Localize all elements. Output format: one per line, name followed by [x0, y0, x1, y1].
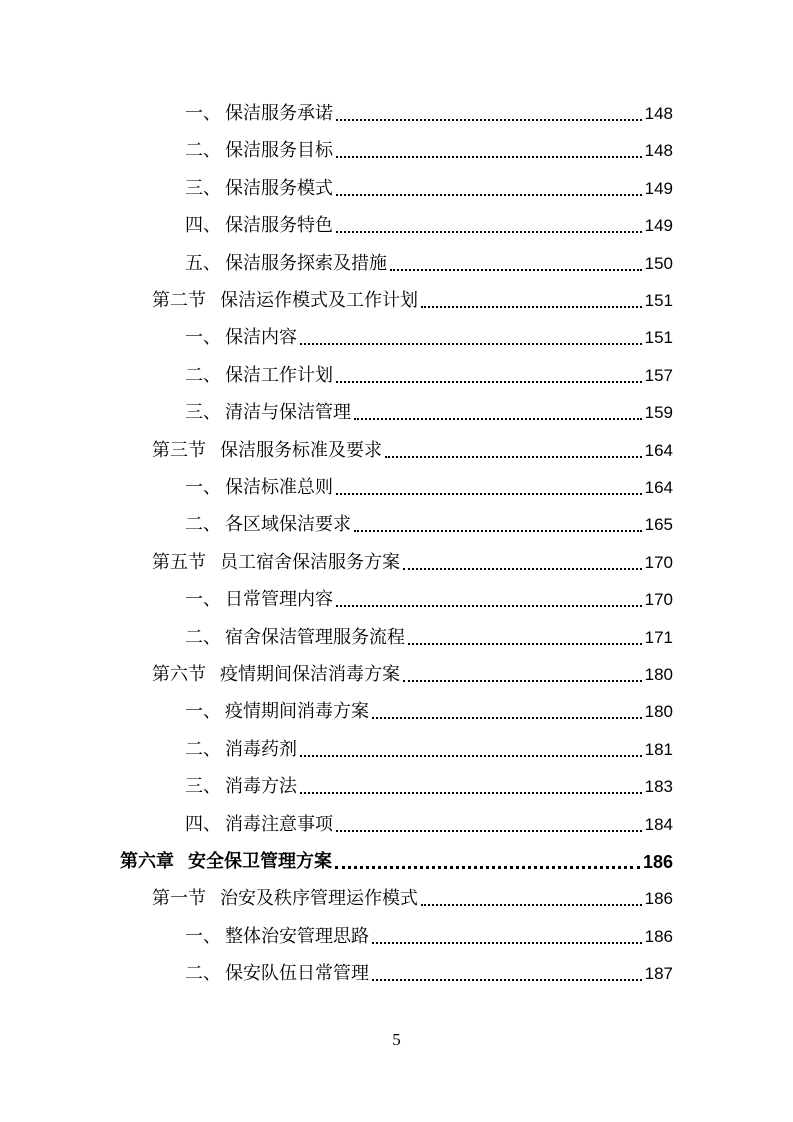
toc-entry-title: 保洁服务探索及措施 — [225, 252, 387, 274]
toc-entry-page: 150 — [644, 253, 673, 273]
toc-entry-title: 保洁服务标准及要求 — [220, 439, 382, 461]
toc-dot-leader — [390, 269, 642, 271]
toc-entry-number: 第五节 — [152, 551, 206, 573]
toc-entry-title: 日常管理内容 — [225, 589, 333, 611]
toc-entry-title: 消毒药剂 — [225, 738, 297, 760]
toc-dot-leader — [408, 643, 642, 645]
toc-entry-page: 165 — [644, 515, 673, 535]
toc-entry-title: 治安及秩序管理运作模式 — [220, 888, 418, 910]
toc-entry-title: 消毒注意事项 — [225, 813, 333, 835]
toc-entry-page: 181 — [644, 739, 673, 759]
toc-entry-number: 五、 — [185, 252, 221, 274]
toc-entry-number: 二、 — [185, 140, 221, 162]
toc-entry-title: 各区域保洁要求 — [225, 514, 351, 536]
toc-entry-number: 第三节 — [152, 439, 206, 461]
toc-entry-sub[interactable] — [185, 923, 673, 951]
toc-entry-page: 148 — [644, 104, 673, 123]
toc-dot-leader — [336, 605, 642, 607]
toc-dot-leader — [403, 568, 642, 570]
toc-entry-page: 186 — [644, 926, 673, 946]
toc-entry-number: 一、 — [185, 701, 221, 723]
toc-entry-page: 151 — [644, 328, 673, 348]
toc-entry-sub[interactable] — [185, 250, 673, 278]
toc-entry-number: 二、 — [185, 514, 221, 536]
toc-entry-sub[interactable] — [185, 175, 673, 203]
toc-entry-number: 第六节 — [152, 664, 206, 685]
toc-entry-number: 四、 — [185, 813, 221, 835]
toc-entry-page: 149 — [644, 216, 673, 236]
toc-entry-number: 三、 — [185, 177, 221, 199]
toc-entry-page: 184 — [644, 814, 673, 834]
toc-entry-sub[interactable] — [185, 362, 673, 390]
toc-entry-sub[interactable] — [185, 324, 673, 352]
toc-entry-title: 员工宿舍保洁服务方案 — [220, 551, 400, 573]
toc-entry-page: 171 — [644, 627, 673, 647]
toc-entry-title: 清洁与保洁管理 — [225, 402, 351, 424]
toc-entry-page: 149 — [644, 178, 673, 198]
toc-dot-leader — [300, 755, 642, 757]
toc-entry-number: 第二节 — [152, 290, 206, 311]
toc-entry-page: 180 — [644, 702, 673, 722]
toc-entry-page: 151 — [644, 291, 673, 310]
toc-entry-title: 疫情期间保洁消毒方案 — [220, 664, 400, 685]
toc-entry-number: 一、 — [185, 925, 221, 947]
toc-dot-leader — [372, 979, 642, 981]
toc-dot-leader — [372, 942, 642, 944]
toc-entry-number: 二、 — [185, 963, 221, 985]
toc-entry-sub[interactable] — [185, 100, 673, 128]
toc-entry-number: 一、 — [185, 477, 221, 498]
toc-entry-page: 170 — [644, 552, 673, 572]
toc-entry-section[interactable] — [152, 549, 673, 577]
toc-dot-leader — [354, 530, 642, 532]
toc-dot-leader — [336, 231, 642, 233]
toc-entry-page: 186 — [644, 889, 673, 909]
toc-entry-title: 保洁服务目标 — [225, 140, 333, 162]
toc-entry-title: 宿舍保洁管理服务流程 — [225, 626, 405, 648]
toc-entry-sub[interactable] — [185, 736, 673, 764]
toc-entry-title: 保洁运作模式及工作计划 — [220, 290, 418, 311]
toc-entry-number: 二、 — [185, 738, 221, 760]
toc-entry-sub[interactable] — [185, 586, 673, 614]
toc-dot-leader — [336, 156, 642, 158]
toc-entry-section[interactable] — [152, 661, 673, 689]
toc-entry-sub[interactable] — [185, 212, 673, 240]
toc-entry-title: 安全保卫管理方案 — [188, 851, 332, 872]
toc-entry-title: 保洁内容 — [225, 327, 297, 349]
toc-entry-number: 二、 — [185, 626, 221, 648]
toc-entry-number: 三、 — [185, 402, 221, 424]
toc-entry-number: 第一节 — [152, 888, 206, 910]
toc-dot-leader — [300, 792, 642, 794]
toc-entry-page: 186 — [642, 852, 673, 872]
toc-entry-page: 164 — [644, 440, 673, 460]
toc-entry-number: 第六章 — [120, 851, 174, 872]
toc-dot-leader — [354, 418, 642, 420]
toc-entry-number: 一、 — [185, 327, 221, 349]
toc-entry-title: 保洁工作计划 — [225, 364, 333, 386]
toc-dot-leader — [336, 119, 642, 121]
toc-dot-leader — [335, 866, 640, 869]
toc-entry-page: 180 — [644, 665, 673, 684]
toc-dot-leader — [421, 306, 642, 308]
toc-entry-sub[interactable] — [185, 773, 673, 801]
toc-entry-sub[interactable] — [185, 624, 673, 652]
toc-entry-page: 183 — [644, 777, 673, 797]
toc-entry-page: 187 — [644, 964, 673, 984]
toc-dot-leader — [336, 493, 642, 495]
toc-entry-number: 一、 — [185, 589, 221, 611]
toc-entry-sub[interactable] — [185, 811, 673, 839]
toc-entry-title: 保洁服务模式 — [225, 177, 333, 199]
toc-entry-chapter[interactable] — [120, 848, 673, 876]
toc-entry-title: 保洁标准总则 — [225, 477, 333, 498]
toc-entry-number: 二、 — [185, 364, 221, 386]
toc-entry-page: 164 — [644, 478, 673, 497]
toc-dot-leader — [385, 456, 642, 458]
toc-entry-title: 保洁服务特色 — [225, 215, 333, 237]
toc-dot-leader — [421, 904, 642, 906]
toc-entry-sub[interactable] — [185, 137, 673, 165]
toc-entry-title: 保洁服务承诺 — [225, 103, 333, 124]
toc-entry-page: 159 — [644, 403, 673, 423]
toc-entry-number: 四、 — [185, 215, 221, 237]
toc-entry-number: 一、 — [185, 103, 221, 124]
toc-entry-sub[interactable] — [185, 698, 673, 726]
page-number: 5 — [392, 1030, 401, 1049]
toc-entry-page: 170 — [644, 590, 673, 610]
toc-entry-title: 消毒方法 — [225, 776, 297, 798]
toc-entry-title: 疫情期间消毒方案 — [225, 701, 369, 723]
toc-entry-section[interactable] — [152, 287, 673, 315]
toc-entry-page: 157 — [644, 365, 673, 385]
toc-entry-sub[interactable] — [185, 474, 673, 502]
toc-entry-page: 148 — [644, 141, 673, 161]
toc-dot-leader — [336, 381, 642, 383]
toc-dot-leader — [372, 717, 642, 719]
toc-entry-section[interactable] — [152, 885, 673, 913]
toc-entry-sub[interactable] — [185, 511, 673, 539]
toc-entry-sub[interactable] — [185, 399, 673, 427]
toc-entry-section[interactable] — [152, 437, 673, 465]
toc-dot-leader — [336, 194, 642, 196]
toc-dot-leader — [300, 343, 642, 345]
toc-entry-title: 整体治安管理思路 — [225, 925, 369, 947]
toc-entry-title: 保安队伍日常管理 — [225, 963, 369, 985]
toc-entry-sub[interactable] — [185, 960, 673, 988]
toc-dot-leader — [403, 680, 642, 682]
toc-dot-leader — [336, 830, 642, 832]
toc-entry-number: 三、 — [185, 776, 221, 798]
